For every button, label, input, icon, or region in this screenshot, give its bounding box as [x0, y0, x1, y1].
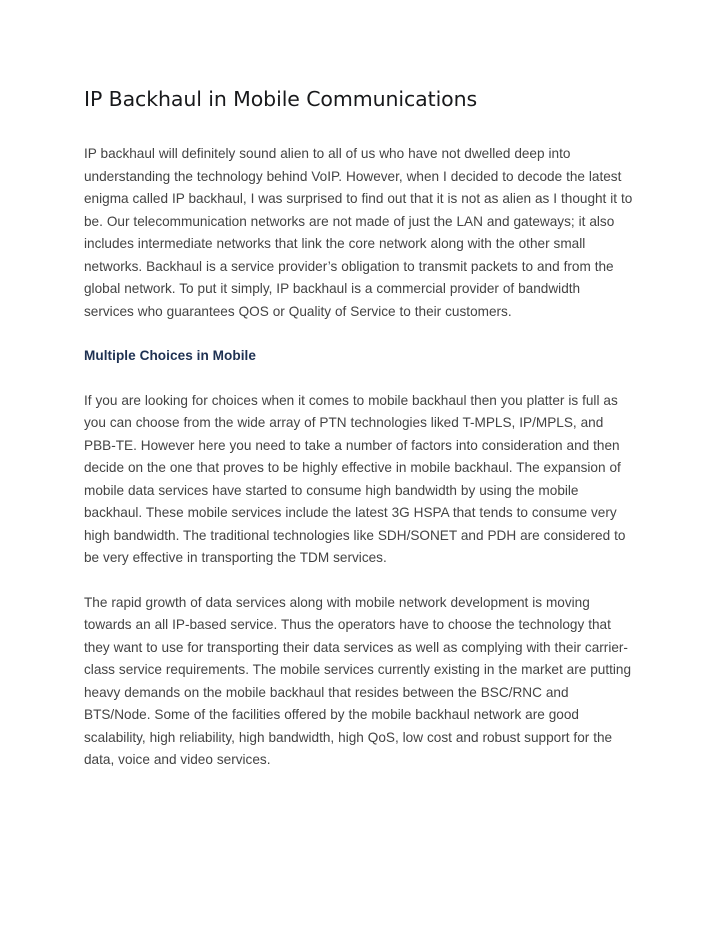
document-content-column: [84, 86, 633, 772]
body-paragraph-3: The rapid growth of data services along with mobile network development is moving towards an all IP-based service. Thus the operators have to choose the technology that they want to use for transporting their data services as well as complying with their carrier-class service requirements. The mobile services currently existing in the market are putting heavy demands on the mobile backhaul that resides between the BSC/RNC and BTS/Node. Some of the facilities offered by the mobile backhaul network are good scalability, high reliability, high bandwidth, high QoS, low cost and robust support for the data, voice and video services.: [84, 594, 632, 767]
section-subheading-multiple-choices-in-mobile: Multiple Choices in Mobile: [84, 348, 256, 363]
body-paragraph-2: If you are looking for choices when it comes to mobile backhaul then you platter is full as you can choose from the wide array of PTN technologies liked T-MPLS, IP/MPLS, and PBB-TE. However here you need to take a number of factors into consideration and then decide on the one that proves to be highly effective in mobile backhaul. The expansion of mobile data services have started to consume high bandwidth by using the mobile backhaul. These mobile services include the latest 3G HSPA that tends to consume very high bandwidth. The traditional technologies like SDH/SONET and PDH are considered to be very effective in transporting the TDM services.: [84, 392, 626, 565]
body-paragraph-1: IP backhaul will definitely sound alien to all of us who have not dwelled deep into understanding the technology behind VoIP. However, when I decided to decode the latest enigma called IP backhaul, I was surprised to find out that it is not as alien as I thought it to be. Our telecommunication networks are not made of just the LAN and gateways; it also includes intermediate networks that link the core network along with the other small networks. Backhaul is a service provider’s obligation to transmit packets to and from the global network. To put it simply, IP backhaul is a commercial provider of bandwidth services who guarantees QOS or Quality of Service to their customers.: [84, 146, 633, 319]
page-title: IP Backhaul in Mobile Communications: [84, 87, 478, 111]
